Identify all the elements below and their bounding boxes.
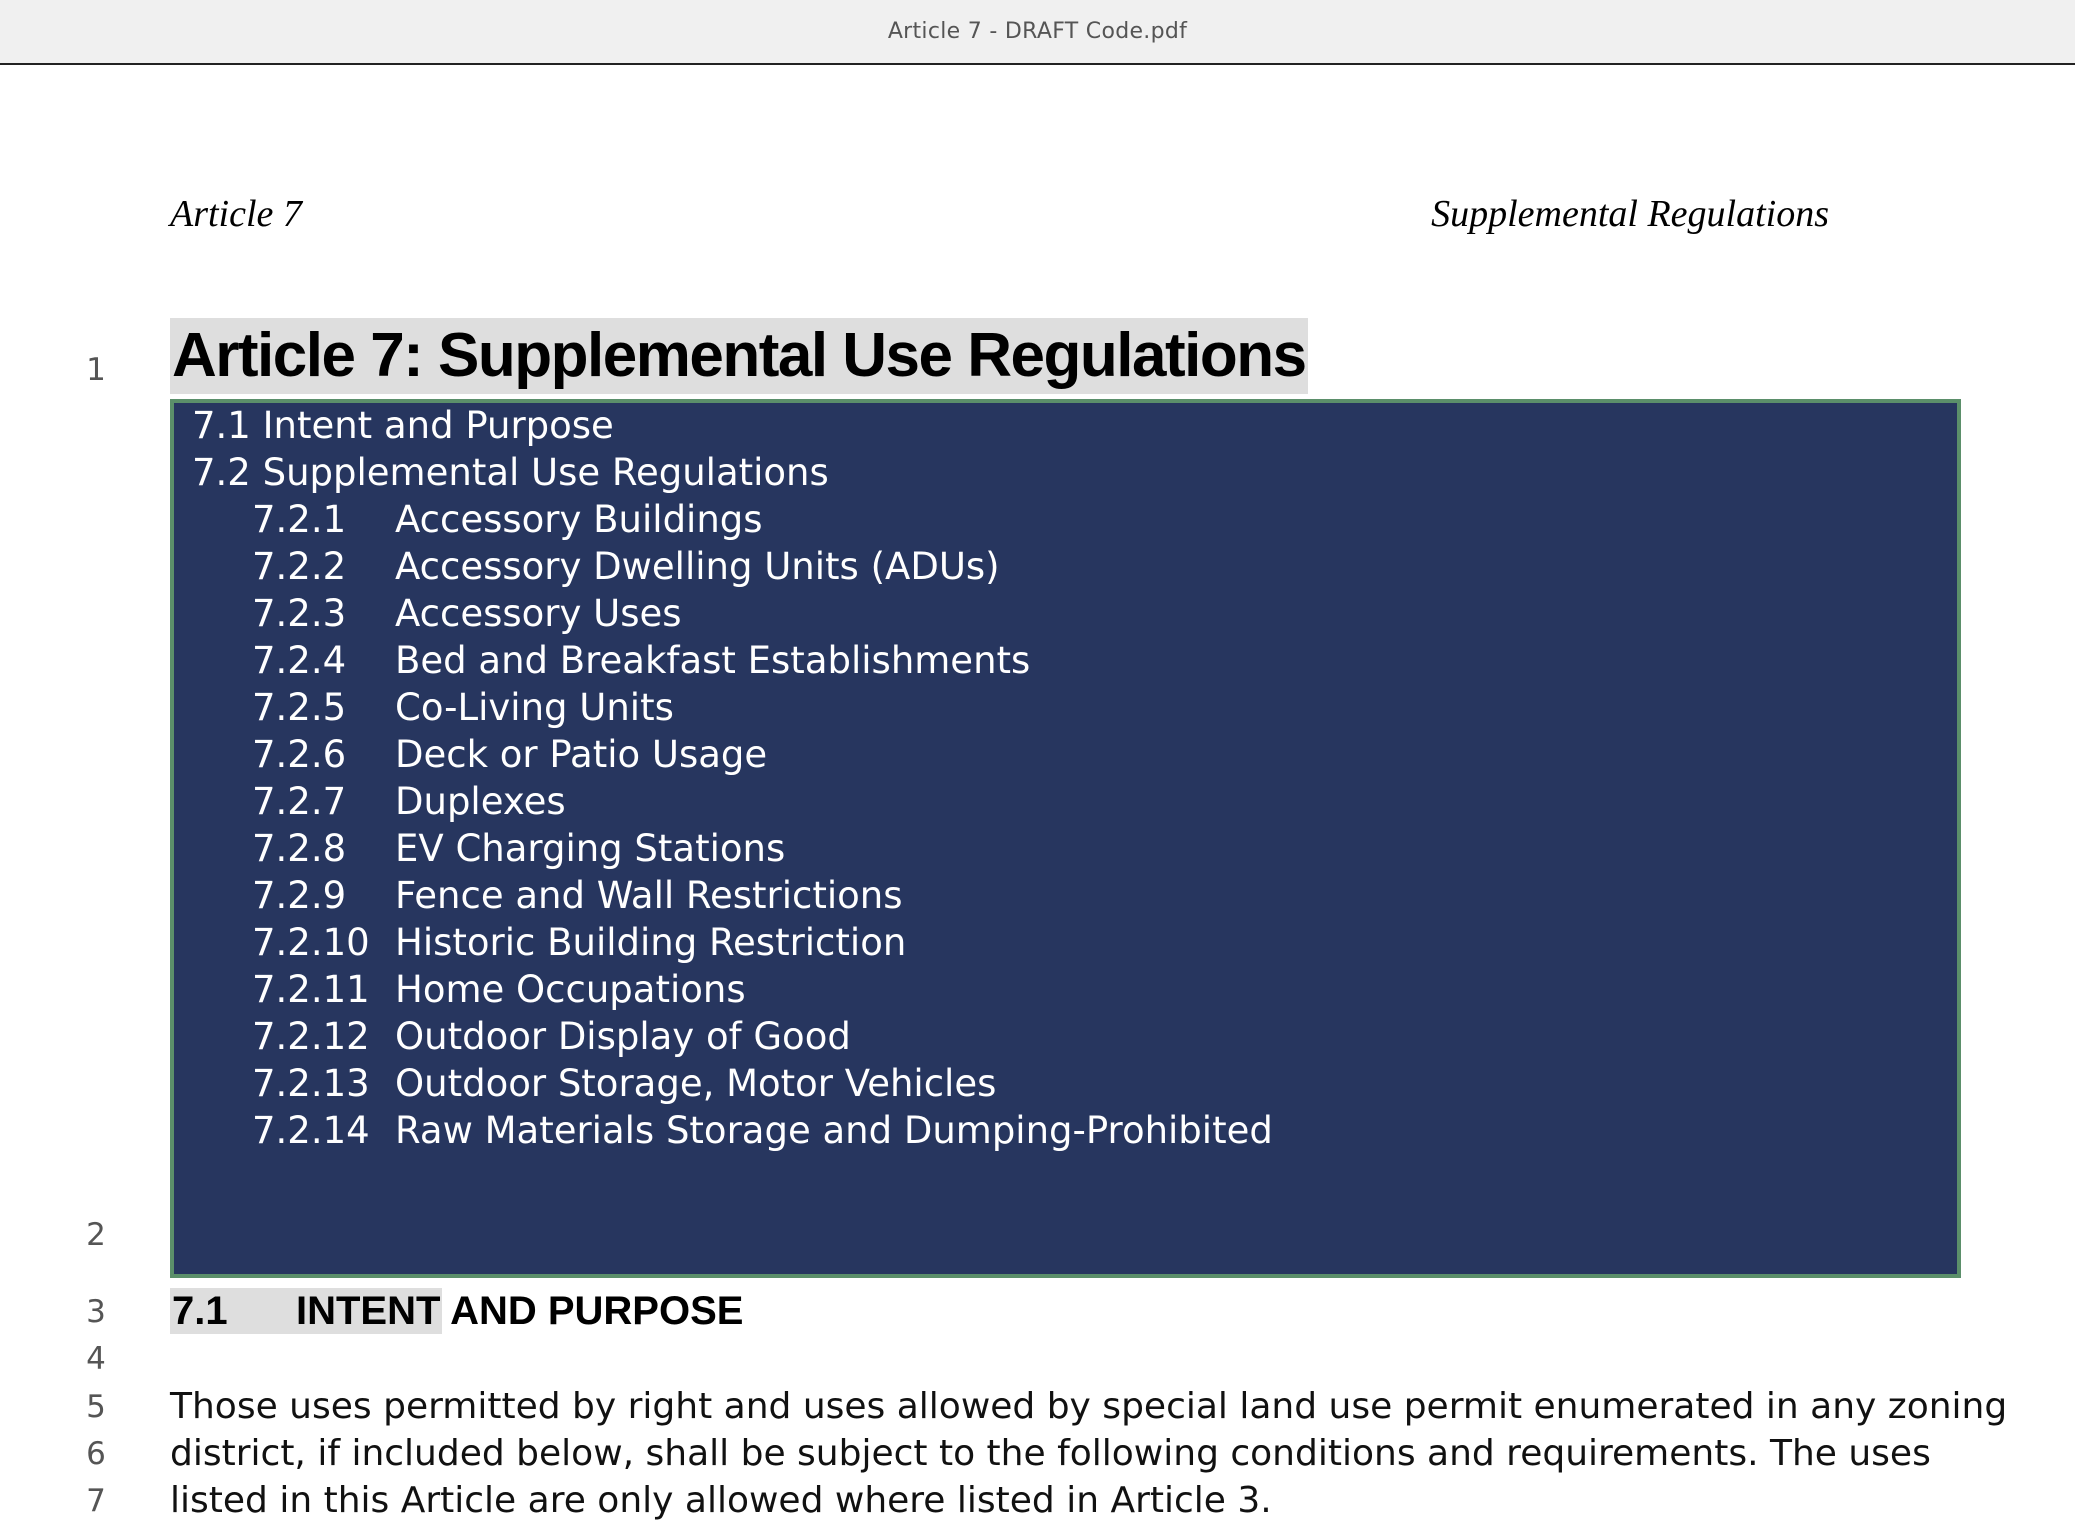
line-number: 1: [86, 352, 106, 388]
table-of-contents: [170, 399, 1961, 1278]
toc-subitem-number: 7.2.14: [252, 1109, 370, 1152]
body-text-line: listed in this Article are only allowed where listed in Article 3.: [170, 1480, 1272, 1521]
toc-subitem-label: Fence and Wall Restrictions: [395, 874, 903, 917]
line-number: 3: [86, 1294, 106, 1330]
running-header-right: Supplemental Regulations: [1431, 193, 1829, 235]
window-titlebar: [0, 0, 2075, 65]
document-title: Article 7 - DRAFT Code.pdf: [887, 19, 1188, 44]
body-text-line: Those uses permitted by right and uses allowed by special land use permit enumerated in any zoning: [170, 1386, 2008, 1427]
toc-subitem-number: 7.2.1: [252, 498, 347, 541]
body-text-line: district, if included below, shall be subject to the following conditions and requirements. The uses: [170, 1433, 1931, 1474]
toc-subitem-number: 7.2.2: [252, 545, 347, 588]
pdf-page: [0, 67, 2075, 1538]
toc-subitem-number: 7.2.13: [252, 1062, 370, 1105]
line-number: 7: [86, 1483, 106, 1519]
toc-subitem-label: EV Charging Stations: [395, 827, 786, 870]
article-title: Article 7: Supplemental Use Regulations: [170, 318, 1308, 394]
toc-subitem-label: Outdoor Display of Good: [395, 1015, 851, 1058]
toc-subitem-label: Accessory Dwelling Units (ADUs): [395, 545, 1000, 588]
line-number: 4: [86, 1341, 106, 1377]
toc-subitem-label: Raw Materials Storage and Dumping-Prohibited: [395, 1109, 1273, 1152]
line-number: 5: [86, 1389, 106, 1425]
toc-item-7-1[interactable]: 7.1 Intent and Purpose: [192, 404, 614, 447]
section-title: INTENT AND PURPOSE: [296, 1289, 744, 1333]
toc-subitem-number: 7.2.9: [252, 874, 347, 917]
toc-subitem-label: Bed and Breakfast Establishments: [395, 639, 1031, 682]
toc-subitem-number: 7.2.10: [252, 921, 370, 964]
toc-subitem-label: Accessory Uses: [395, 592, 682, 635]
running-header-left: Article 7: [170, 193, 302, 235]
toc-subitem-number: 7.2.11: [252, 968, 370, 1011]
toc-subitem-label: Accessory Buildings: [395, 498, 763, 541]
toc-subitem-number: 7.2.7: [252, 780, 347, 823]
toc-subitem-number: 7.2.8: [252, 827, 347, 870]
toc-subitem-label: Home Occupations: [395, 968, 746, 1011]
toc-subitem-number: 7.2.12: [252, 1015, 370, 1058]
toc-subitem-label: Outdoor Storage, Motor Vehicles: [395, 1062, 997, 1105]
toc-subitem-label: Duplexes: [395, 780, 566, 823]
toc-subitem-number: 7.2.4: [252, 639, 347, 682]
section-number: 7.1: [172, 1289, 228, 1333]
toc-subitem-label: Deck or Patio Usage: [395, 733, 768, 776]
line-number: 6: [86, 1436, 106, 1472]
toc-subitem-number: 7.2.3: [252, 592, 347, 635]
toc-item-7-2[interactable]: 7.2 Supplemental Use Regulations: [192, 451, 829, 494]
toc-subitem-number: 7.2.6: [252, 733, 347, 776]
line-number: 2: [86, 1217, 106, 1253]
toc-subitem-label: Co-Living Units: [395, 686, 674, 729]
toc-subitem-label: Historic Building Restriction: [395, 921, 907, 964]
toc-subitem-number: 7.2.5: [252, 686, 347, 729]
